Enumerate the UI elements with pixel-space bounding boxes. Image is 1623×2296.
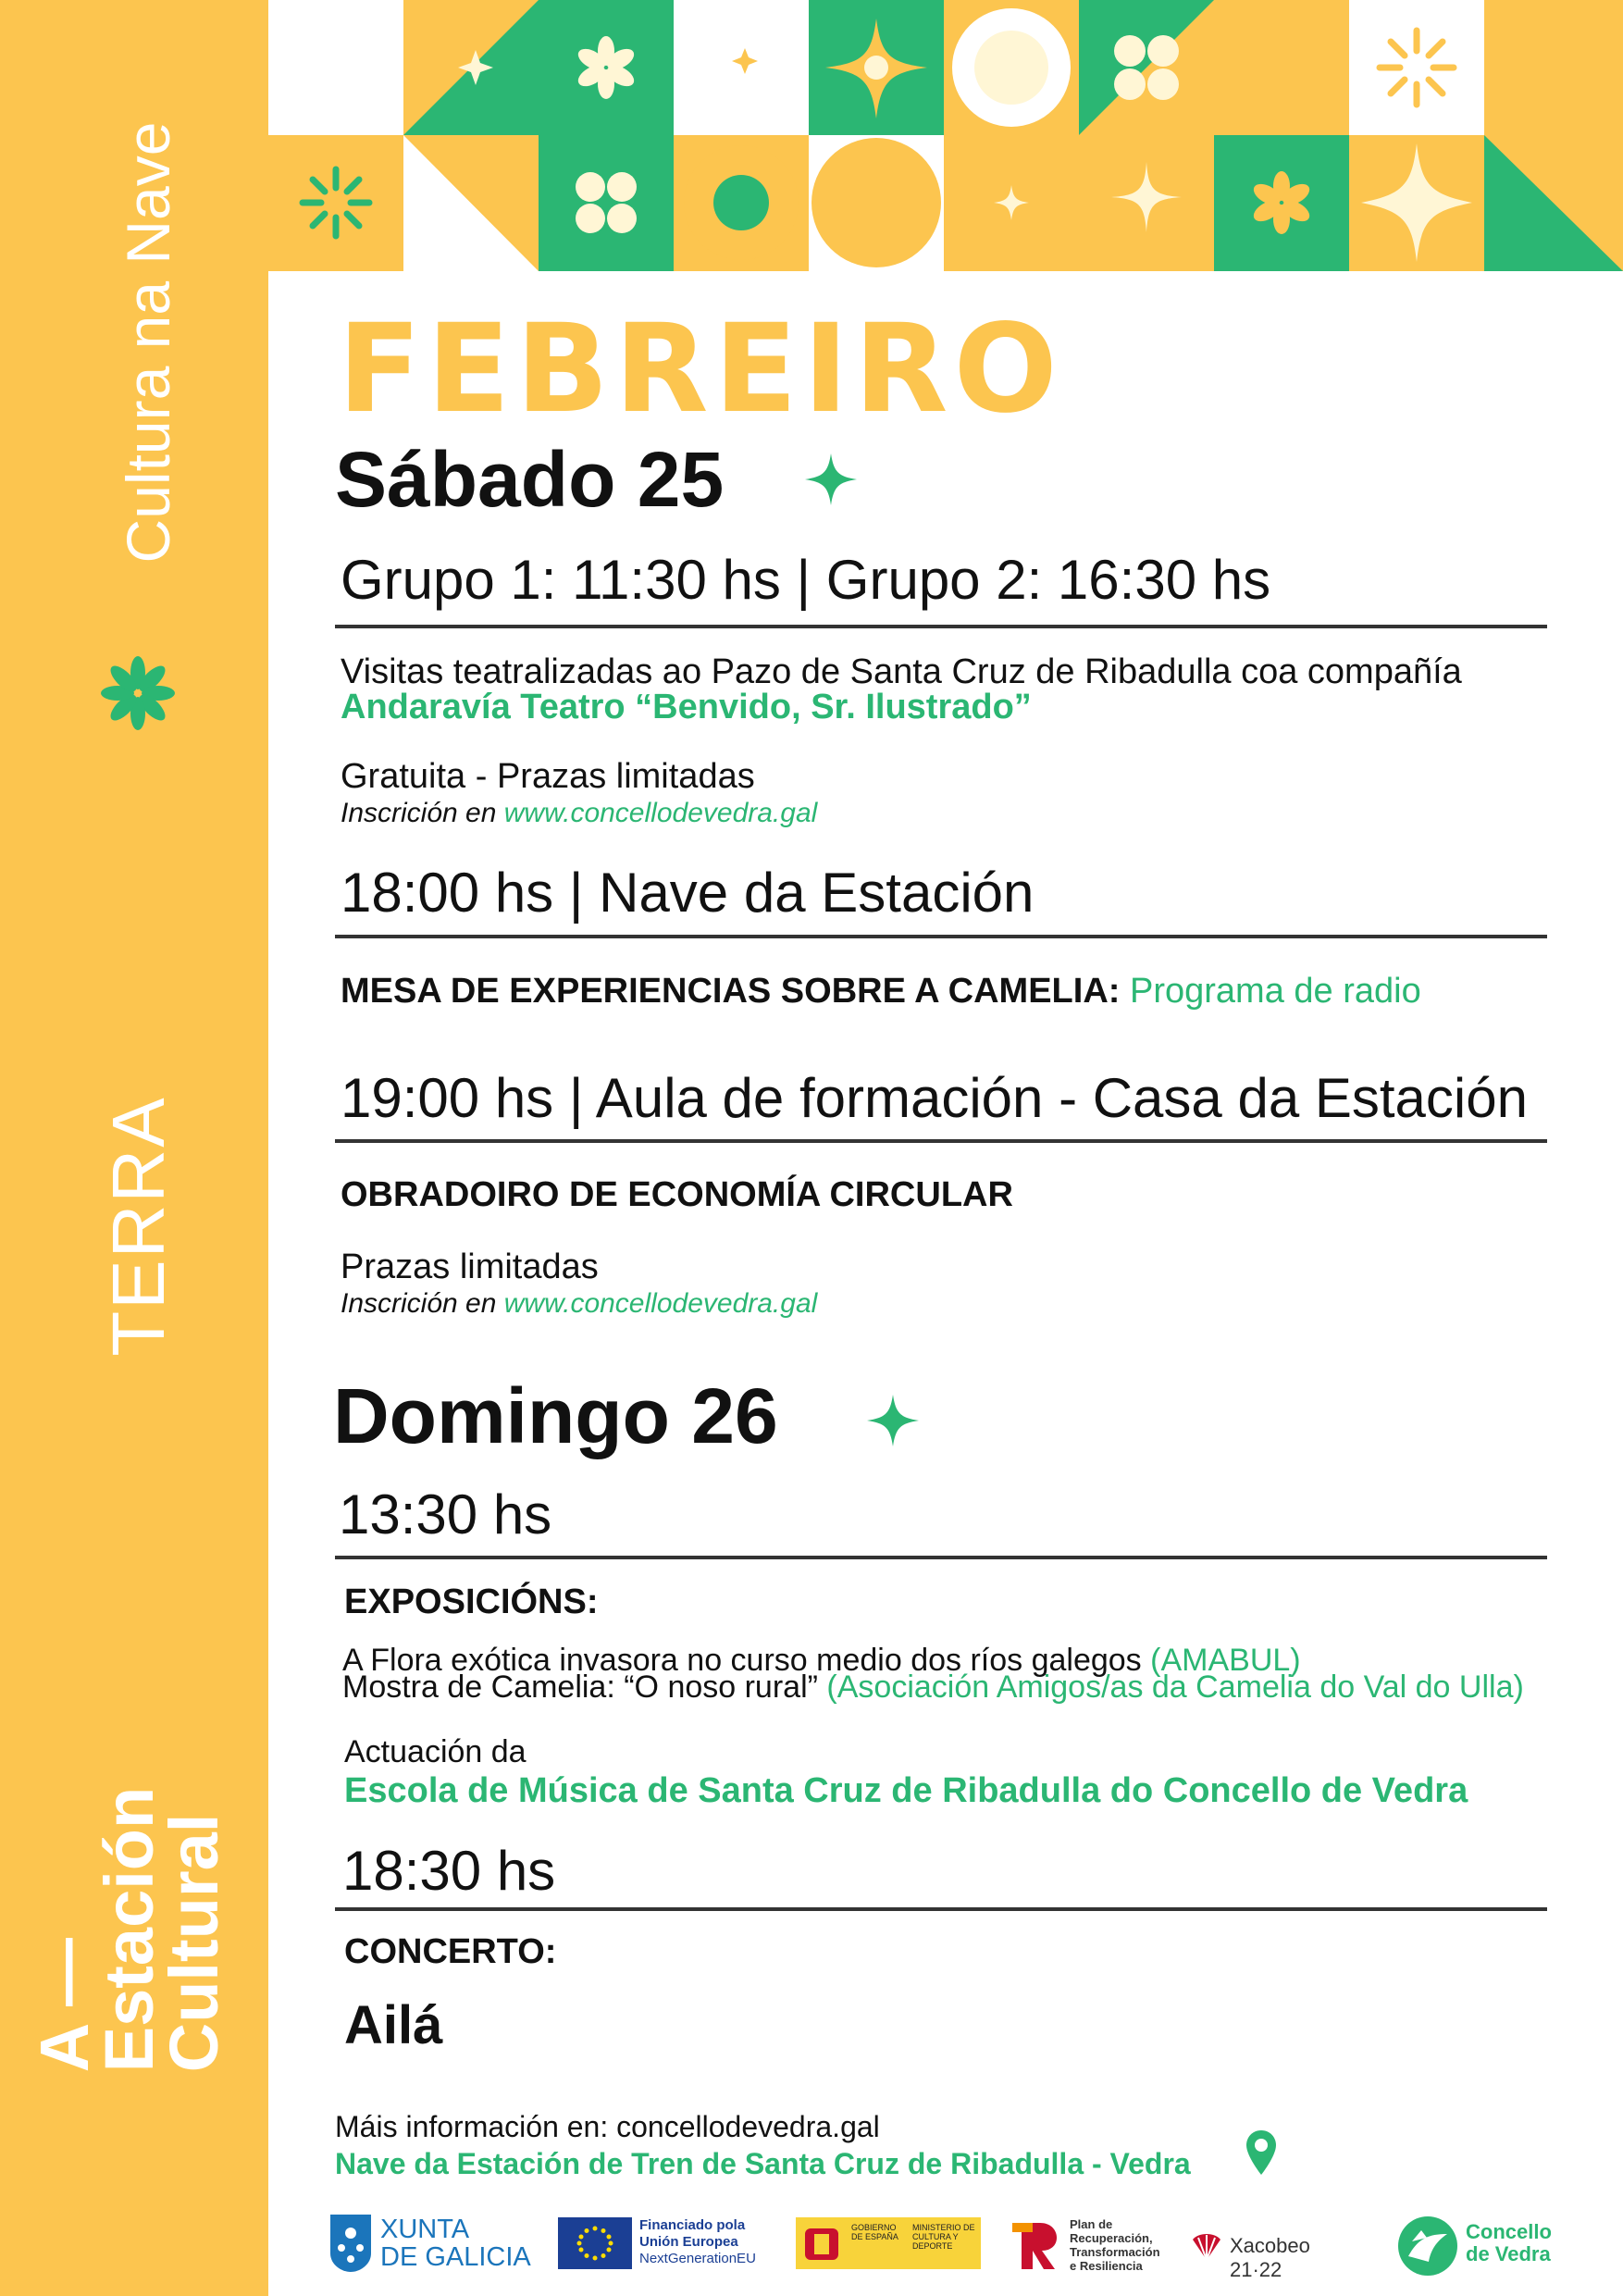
saturday-slot-3: 19:00 hs | Aula de formación - Casa da Estación — [341, 1067, 1528, 1129]
prtr-line3: Transformación — [1070, 2245, 1160, 2259]
exhibition-2-org: (Asociación Amigos/as da Camelia do Val do Ulla) — [826, 1669, 1524, 1705]
exhibition-2-name: Mostra de Camelia: “O noso rural” — [342, 1669, 818, 1705]
prtr-line1: Plan de — [1070, 2217, 1113, 2231]
sidebar-top-label: Cultura na Nave — [114, 121, 182, 564]
divider — [335, 1556, 1547, 1559]
sparkle-icon — [865, 1393, 921, 1448]
divider — [335, 1139, 1547, 1143]
sparkle-icon — [803, 452, 859, 507]
saturday-heading: Sábado 25 — [335, 436, 725, 523]
asterisk-flower-icon — [96, 652, 180, 735]
eu-line2: Unión Europea — [639, 2234, 738, 2250]
sidebar-middle-label: TERRA — [97, 1096, 180, 1357]
vedra-line1: Concello — [1466, 2220, 1552, 2243]
prtr-line4: e Resiliencia — [1070, 2259, 1143, 2273]
xunta-line2: DE GALICIA — [380, 2242, 531, 2272]
sidebar — [0, 0, 268, 2296]
prtr-line2: Recuperación, — [1070, 2231, 1153, 2245]
sidebar-bottom-line2: Estación — [91, 1786, 167, 2073]
divider — [335, 625, 1547, 628]
event3-title: OBRADOIRO DE ECONOMÍA CIRCULAR — [341, 1175, 1013, 1214]
month-heading: FEBREIRO — [338, 298, 1063, 441]
xunta-line1: XUNTA — [380, 2215, 470, 2244]
map-pin-icon — [1245, 2128, 1278, 2177]
xacobeo-logo — [1189, 2208, 1365, 2282]
xunta-shield-icon — [328, 2213, 373, 2274]
sidebar-bottom-line3: Cultural — [155, 1813, 232, 2073]
xacobeo-text: Xacobeo 21·22 — [1230, 2234, 1310, 2281]
event3-price: Prazas limitadas — [341, 1247, 599, 1286]
gob-col2: MINISTERIO DE CULTURA Y DEPORTE — [912, 2223, 975, 2251]
sunday-heading: Domingo 26 — [333, 1372, 778, 1459]
event2-title: MESA DE EXPERIENCIAS SOBRE A CAMELIA: — [341, 972, 1121, 1011]
vedra-emblem-icon — [1395, 2214, 1460, 2278]
saturday-slot-1: Grupo 1: 11:30 hs | Grupo 2: 16:30 hs — [341, 549, 1271, 611]
signup-prefix: Inscrición en — [341, 798, 497, 828]
gobierno-logo — [796, 2208, 981, 2282]
eu-logo — [558, 2208, 756, 2282]
concert-name: Ailá — [344, 1995, 443, 2055]
concello-vedra-logo — [1395, 2208, 1571, 2282]
sunday-slot-2: 18:30 hs — [342, 1840, 556, 1902]
gob-col1: GOBIERNO DE ESPAÑA — [851, 2223, 898, 2241]
event1-price: Gratuita - Prazas limitadas — [341, 757, 755, 796]
sidebar-bottom-label — [26, 1786, 232, 2073]
sidebar-bottom-line1: A — — [26, 1937, 103, 2073]
event2-heading — [341, 974, 1421, 1009]
spain-coat-of-arms-icon — [801, 2223, 842, 2265]
eu-line3: NextGenerationEU — [639, 2251, 756, 2266]
exhibition-1-org: (AMABUL) — [1150, 1643, 1301, 1678]
event1-signup — [341, 798, 817, 829]
vedra-line2: de Vedra — [1466, 2242, 1551, 2265]
performance-name: Escola de Música de Santa Cruz de Ribadulla do Concello de Vedra — [344, 1771, 1468, 1810]
divider — [335, 935, 1547, 938]
performance-label: Actuación da — [344, 1734, 527, 1769]
eu-flag-icon — [558, 2217, 632, 2269]
prtr-mark-icon — [1009, 2215, 1064, 2273]
signup-prefix: Inscrición en — [341, 1288, 497, 1319]
saturday-slot-2: 18:00 hs | Nave da Estación — [341, 862, 1035, 924]
signup-link[interactable]: www.concellodevedra.gal — [503, 1288, 818, 1319]
event3-signup — [341, 1288, 817, 1320]
divider — [335, 1907, 1547, 1911]
exhibitions-title: EXPOSICIÓNS: — [344, 1582, 599, 1621]
exhibition-2 — [342, 1669, 1524, 1705]
signup-link[interactable]: www.concellodevedra.gal — [503, 798, 818, 828]
event1-description: Visitas teatralizadas ao Pazo de Santa Cruz de Ribadulla coa compañía — [341, 652, 1462, 691]
more-info: Máis información en: concellodevedra.gal — [335, 2110, 880, 2143]
exhibition-1-name: A Flora exótica invasora no curso medio dos ríos galegos — [342, 1643, 1142, 1678]
prtr-logo — [1009, 2208, 1184, 2282]
header-pattern — [268, 0, 1623, 271]
event2-subtitle: Programa de radio — [1129, 972, 1421, 1011]
eu-line1: Financiado pola — [639, 2217, 746, 2233]
event1-company: Andaravía Teatro “Benvido, Sr. Ilustrado” — [341, 688, 1032, 726]
xunta-logo — [328, 2208, 532, 2282]
scallop-shell-icon — [1189, 2228, 1224, 2264]
sunday-slot-1: 13:30 hs — [339, 1483, 552, 1545]
venue: Nave da Estación de Tren de Santa Cruz de Ribadulla - Vedra — [335, 2147, 1191, 2180]
concert-title: CONCERTO: — [344, 1932, 557, 1971]
